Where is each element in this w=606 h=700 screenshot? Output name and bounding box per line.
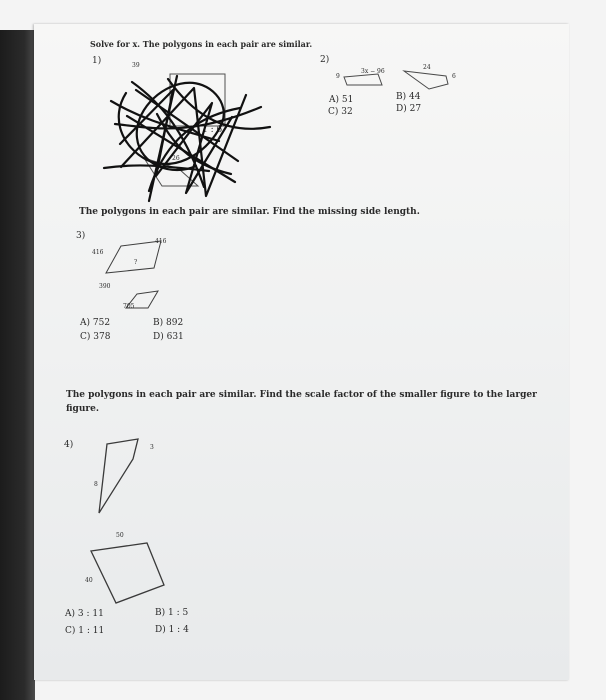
q3-choice-b: B) 892 — [153, 318, 184, 328]
q2-choice-a: A) 51 — [329, 95, 354, 105]
q1-number: 1) — [92, 56, 102, 66]
q3-label-question: ? — [134, 259, 138, 266]
q3-polygons — [104, 235, 214, 315]
q3-number: 3) — [76, 231, 86, 241]
q3-choice-d: D) 631 — [153, 332, 184, 342]
q2-label-24: 24 — [423, 64, 431, 71]
q4-number: 4) — [64, 440, 74, 450]
q4-label-3: 3 — [150, 444, 154, 451]
q4-polygons — [90, 431, 195, 613]
q1-polygons — [94, 54, 274, 184]
q2-choice-b: B) 44 — [396, 92, 421, 102]
q2-number: 2) — [320, 55, 330, 65]
q2-label-6: 6 — [452, 73, 456, 80]
q4-choice-d: D) 1 : 4 — [155, 625, 189, 635]
dark-left-edge — [0, 30, 35, 700]
q1-ratio-fragment: 1 : 6 — [202, 125, 223, 135]
q3-label-416-left: 416 — [92, 249, 104, 256]
q3-choice-a: A) 752 — [80, 318, 111, 328]
scale-factor-instruction: The polygons in each pair are similar. Find the scale factor of the smaller figure to the larger — [66, 390, 537, 400]
worksheet-top-instruction: Solve for x. The polygons in each pair are similar. — [90, 39, 313, 49]
q4-choice-b: B) 1 : 5 — [155, 608, 189, 618]
q4-label-8: 8 — [94, 481, 98, 488]
q1-label-39: 39 — [132, 62, 140, 69]
worksheet-page — [34, 24, 569, 680]
q2-choice-d: D) 27 — [396, 104, 422, 114]
q4-label-40: 40 — [85, 577, 93, 584]
q4-choice-a: A) 3 : 11 — [65, 609, 104, 619]
q3-label-705: 705 — [123, 303, 135, 310]
q2-label-9: 9 — [336, 73, 340, 80]
q3-choice-c: C) 378 — [80, 332, 111, 342]
missing-side-instruction: The polygons in each pair are similar. Find the missing side length. — [79, 207, 420, 217]
q4-label-50: 50 — [116, 532, 124, 539]
q2-choice-c: C) 32 — [328, 107, 353, 117]
q2-label-3x-96: 3x − 96 — [361, 68, 385, 75]
q4-choice-c: C) 1 : 11 — [65, 626, 105, 636]
q1-label-26: 26 — [172, 155, 180, 162]
q3-label-416-right: 416 — [155, 238, 167, 245]
scale-factor-instruction-line2: figure. — [66, 404, 99, 414]
q3-label-390: 390 — [99, 283, 111, 290]
